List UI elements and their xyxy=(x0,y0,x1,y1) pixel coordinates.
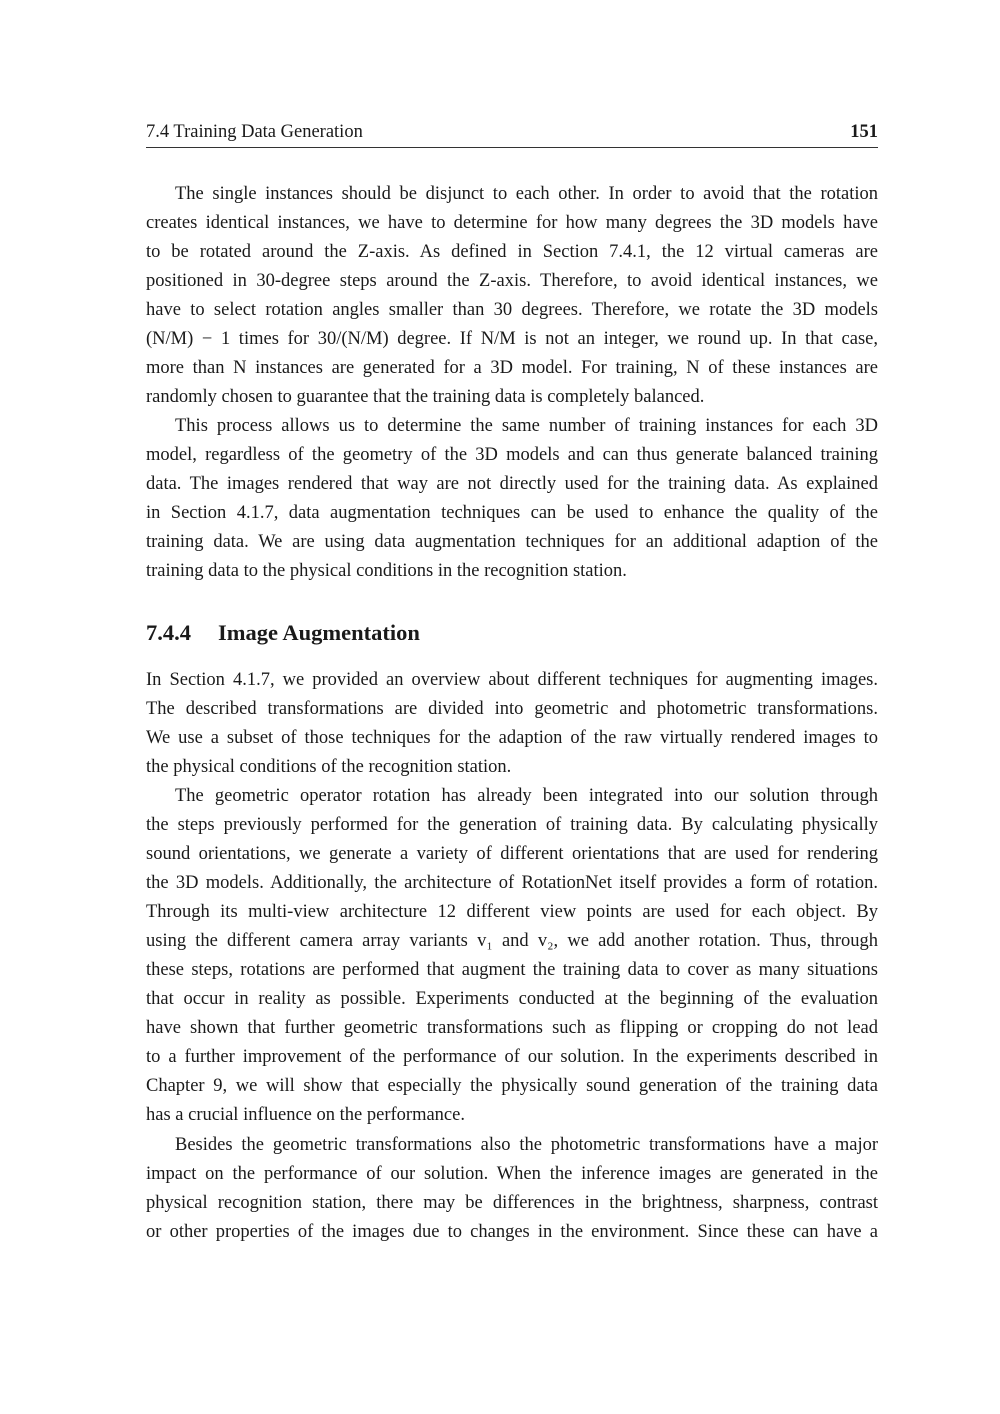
text-line: In Section 4.1.7, we provided an overview about different techniques for augmenting images. xyxy=(146,670,878,690)
running-header xyxy=(146,120,878,148)
paragraph xyxy=(146,782,878,1130)
text-line: Through its multi-view architecture 12 different view points are used for each object. By xyxy=(146,902,878,922)
text-line: Besides the geometric transformations also the photometric transformations have a major xyxy=(175,1135,878,1155)
text-line: in Section 4.1.7, data augmentation techniques can be used to enhance the quality of the xyxy=(146,503,878,523)
text-line: using the different camera array variants v₁ and v₂, we add another rotation. Thus, through xyxy=(146,931,878,951)
page-number: 151 xyxy=(850,122,878,142)
text-line: The single instances should be disjunct to each other. In order to avoid that the rotation xyxy=(175,184,878,204)
text-line: these steps, rotations are performed that augment the training data to cover as many situations xyxy=(146,960,878,980)
text-line: The geometric operator rotation has already been integrated into our solution through xyxy=(175,786,878,806)
text-line: the physical conditions of the recognition station. xyxy=(146,757,512,777)
paragraph xyxy=(146,666,878,782)
text-line: This process allows us to determine the same number of training instances for each 3D xyxy=(175,416,878,436)
section-heading-number: 7.4.4 xyxy=(146,620,191,645)
header-section-title: 7.4 Training Data Generation xyxy=(146,122,363,142)
text-line: or other properties of the images due to changes in the environment. Since these can have a xyxy=(146,1222,878,1242)
text-line: to be rotated around the Z-axis. As defined in Section 7.4.1, the 12 virtual cameras are xyxy=(146,242,878,262)
text-line: positioned in 30-degree steps around the Z-axis. Therefore, to avoid identical instances, we xyxy=(146,271,878,291)
text-line: sound orientations, we generate a variety of different orientations that are used for rendering xyxy=(146,844,878,864)
paragraph xyxy=(146,1131,878,1247)
text-line: model, regardless of the geometry of the 3D models and can thus generate balanced training xyxy=(146,445,878,465)
text-line: training data. We are using data augmentation techniques for an additional adaption of the xyxy=(146,532,878,552)
text-line: data. The images rendered that way are not directly used for the training data. As explained xyxy=(146,474,878,494)
text-line: The described transformations are divided into geometric and photometric transformations. xyxy=(146,699,878,719)
section-heading xyxy=(146,620,420,646)
paragraph xyxy=(146,180,878,412)
text-line: to a further improvement of the performance of our solution. In the experiments described in xyxy=(146,1047,878,1067)
text-line: physical recognition station, there may be differences in the brightness, sharpness, contrast xyxy=(146,1193,878,1213)
text-line: has a crucial influence on the performance. xyxy=(146,1105,465,1125)
section-heading-title: Image Augmentation xyxy=(218,620,420,645)
text-line: that occur in reality as possible. Experiments conducted at the beginning of the evaluation xyxy=(146,989,878,1009)
text-line: Chapter 9, we will show that especially the physically sound generation of the training data xyxy=(146,1076,878,1096)
text-line: impact on the performance of our solution. When the inference images are generated in the xyxy=(146,1164,878,1184)
text-line: have shown that further geometric transformations such as flipping or cropping do not lead xyxy=(146,1018,878,1038)
text-line: the 3D models. Additionally, the architecture of RotationNet itself provides a form of rotation. xyxy=(146,873,878,893)
paragraph xyxy=(146,412,878,586)
text-line: We use a subset of those techniques for the adaption of the raw virtually rendered images to xyxy=(146,728,878,748)
text-line: (N/M) − 1 times for 30/(N/M) degree. If N/M is not an integer, we round up. In that case, xyxy=(146,329,878,349)
text-line: training data to the physical conditions in the recognition station. xyxy=(146,561,627,581)
text-line: more than N instances are generated for a 3D model. For training, N of these instances are xyxy=(146,358,878,378)
text-line: creates identical instances, we have to determine for how many degrees the 3D models have xyxy=(146,213,878,233)
text-line: have to select rotation angles smaller than 30 degrees. Therefore, we rotate the 3D models xyxy=(146,300,878,320)
text-line: randomly chosen to guarantee that the training data is completely balanced. xyxy=(146,387,705,407)
text-line: the steps previously performed for the generation of training data. By calculating physically xyxy=(146,815,878,835)
